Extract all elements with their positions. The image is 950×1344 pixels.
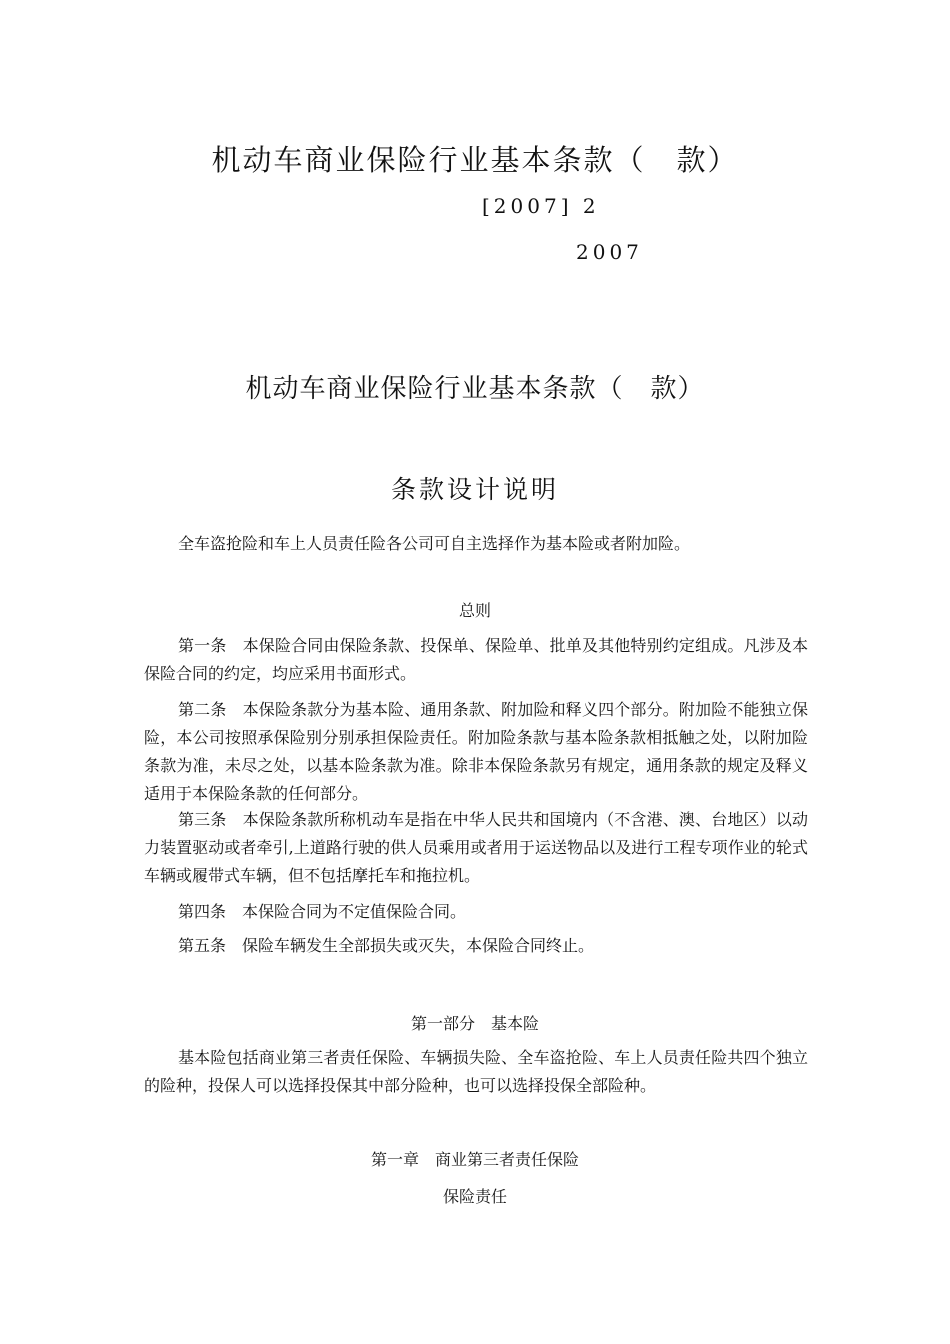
part-one-heading: 第一部分 基本险 xyxy=(410,1014,539,1033)
article-2: 第二条 本保险条款分为基本险、通用条款、附加险和释义四个部分。附加险不能独立保险，本公司按照承保险别分别承担保险责任。附加险条款与基本险条款相抵触之处，以附加险条款为准，未尽之处，以基本险条款为准。除非本保险条款另有规定，通用条款的规定及释义适用于本保险条款的任何部分。 xyxy=(144,700,808,803)
liability-heading: 保险责任 xyxy=(442,1187,507,1206)
chapter-one-heading: 第一章 商业第三者责任保险 xyxy=(370,1150,579,1169)
general-heading: 总则 xyxy=(458,601,491,620)
article-1: 第一条 本保险合同由保险条款、投保单、保险单、批单及其他特别约定组成。凡涉及本保险合同的约定，均应采用书面形式。 xyxy=(144,636,808,683)
intro-paragraph: 全车盗抢险和车上人员责任险各公司可自主选择作为基本险或者附加险。 xyxy=(178,534,691,553)
main-title: 机动车商业保险行业基本条款（ 款） xyxy=(211,143,739,177)
article-4: 第四条 本保险合同为不定值保险合同。 xyxy=(178,902,467,921)
sub-title: 机动车商业保险行业基本条款（ 款） xyxy=(245,374,705,404)
document-number: [2007] 2 xyxy=(482,194,600,218)
article-5: 第五条 保险车辆发生全部损失或灭失，本保险合同终止。 xyxy=(178,936,595,955)
article-3: 第三条 本保险条款所称机动车是指在中华人民共和国境内（不含港、澳、台地区）以动力装置驱动或者牵引,上道路行驶的供人员乘用或者用于运送物品以及进行工程专项作业的轮式车辆或履带式车辆，但不包括摩托车和拖拉机。 xyxy=(144,810,808,885)
section-title: 条款设计说明 xyxy=(390,475,559,504)
issue-year: 2007 xyxy=(576,240,643,264)
part-one-paragraph: 基本险包括商业第三者责任保险、车辆损失险、全车盗抢险、车上人员责任险共四个独立的险种，投保人可以选择投保其中部分险种，也可以选择投保全部险种。 xyxy=(144,1048,808,1095)
